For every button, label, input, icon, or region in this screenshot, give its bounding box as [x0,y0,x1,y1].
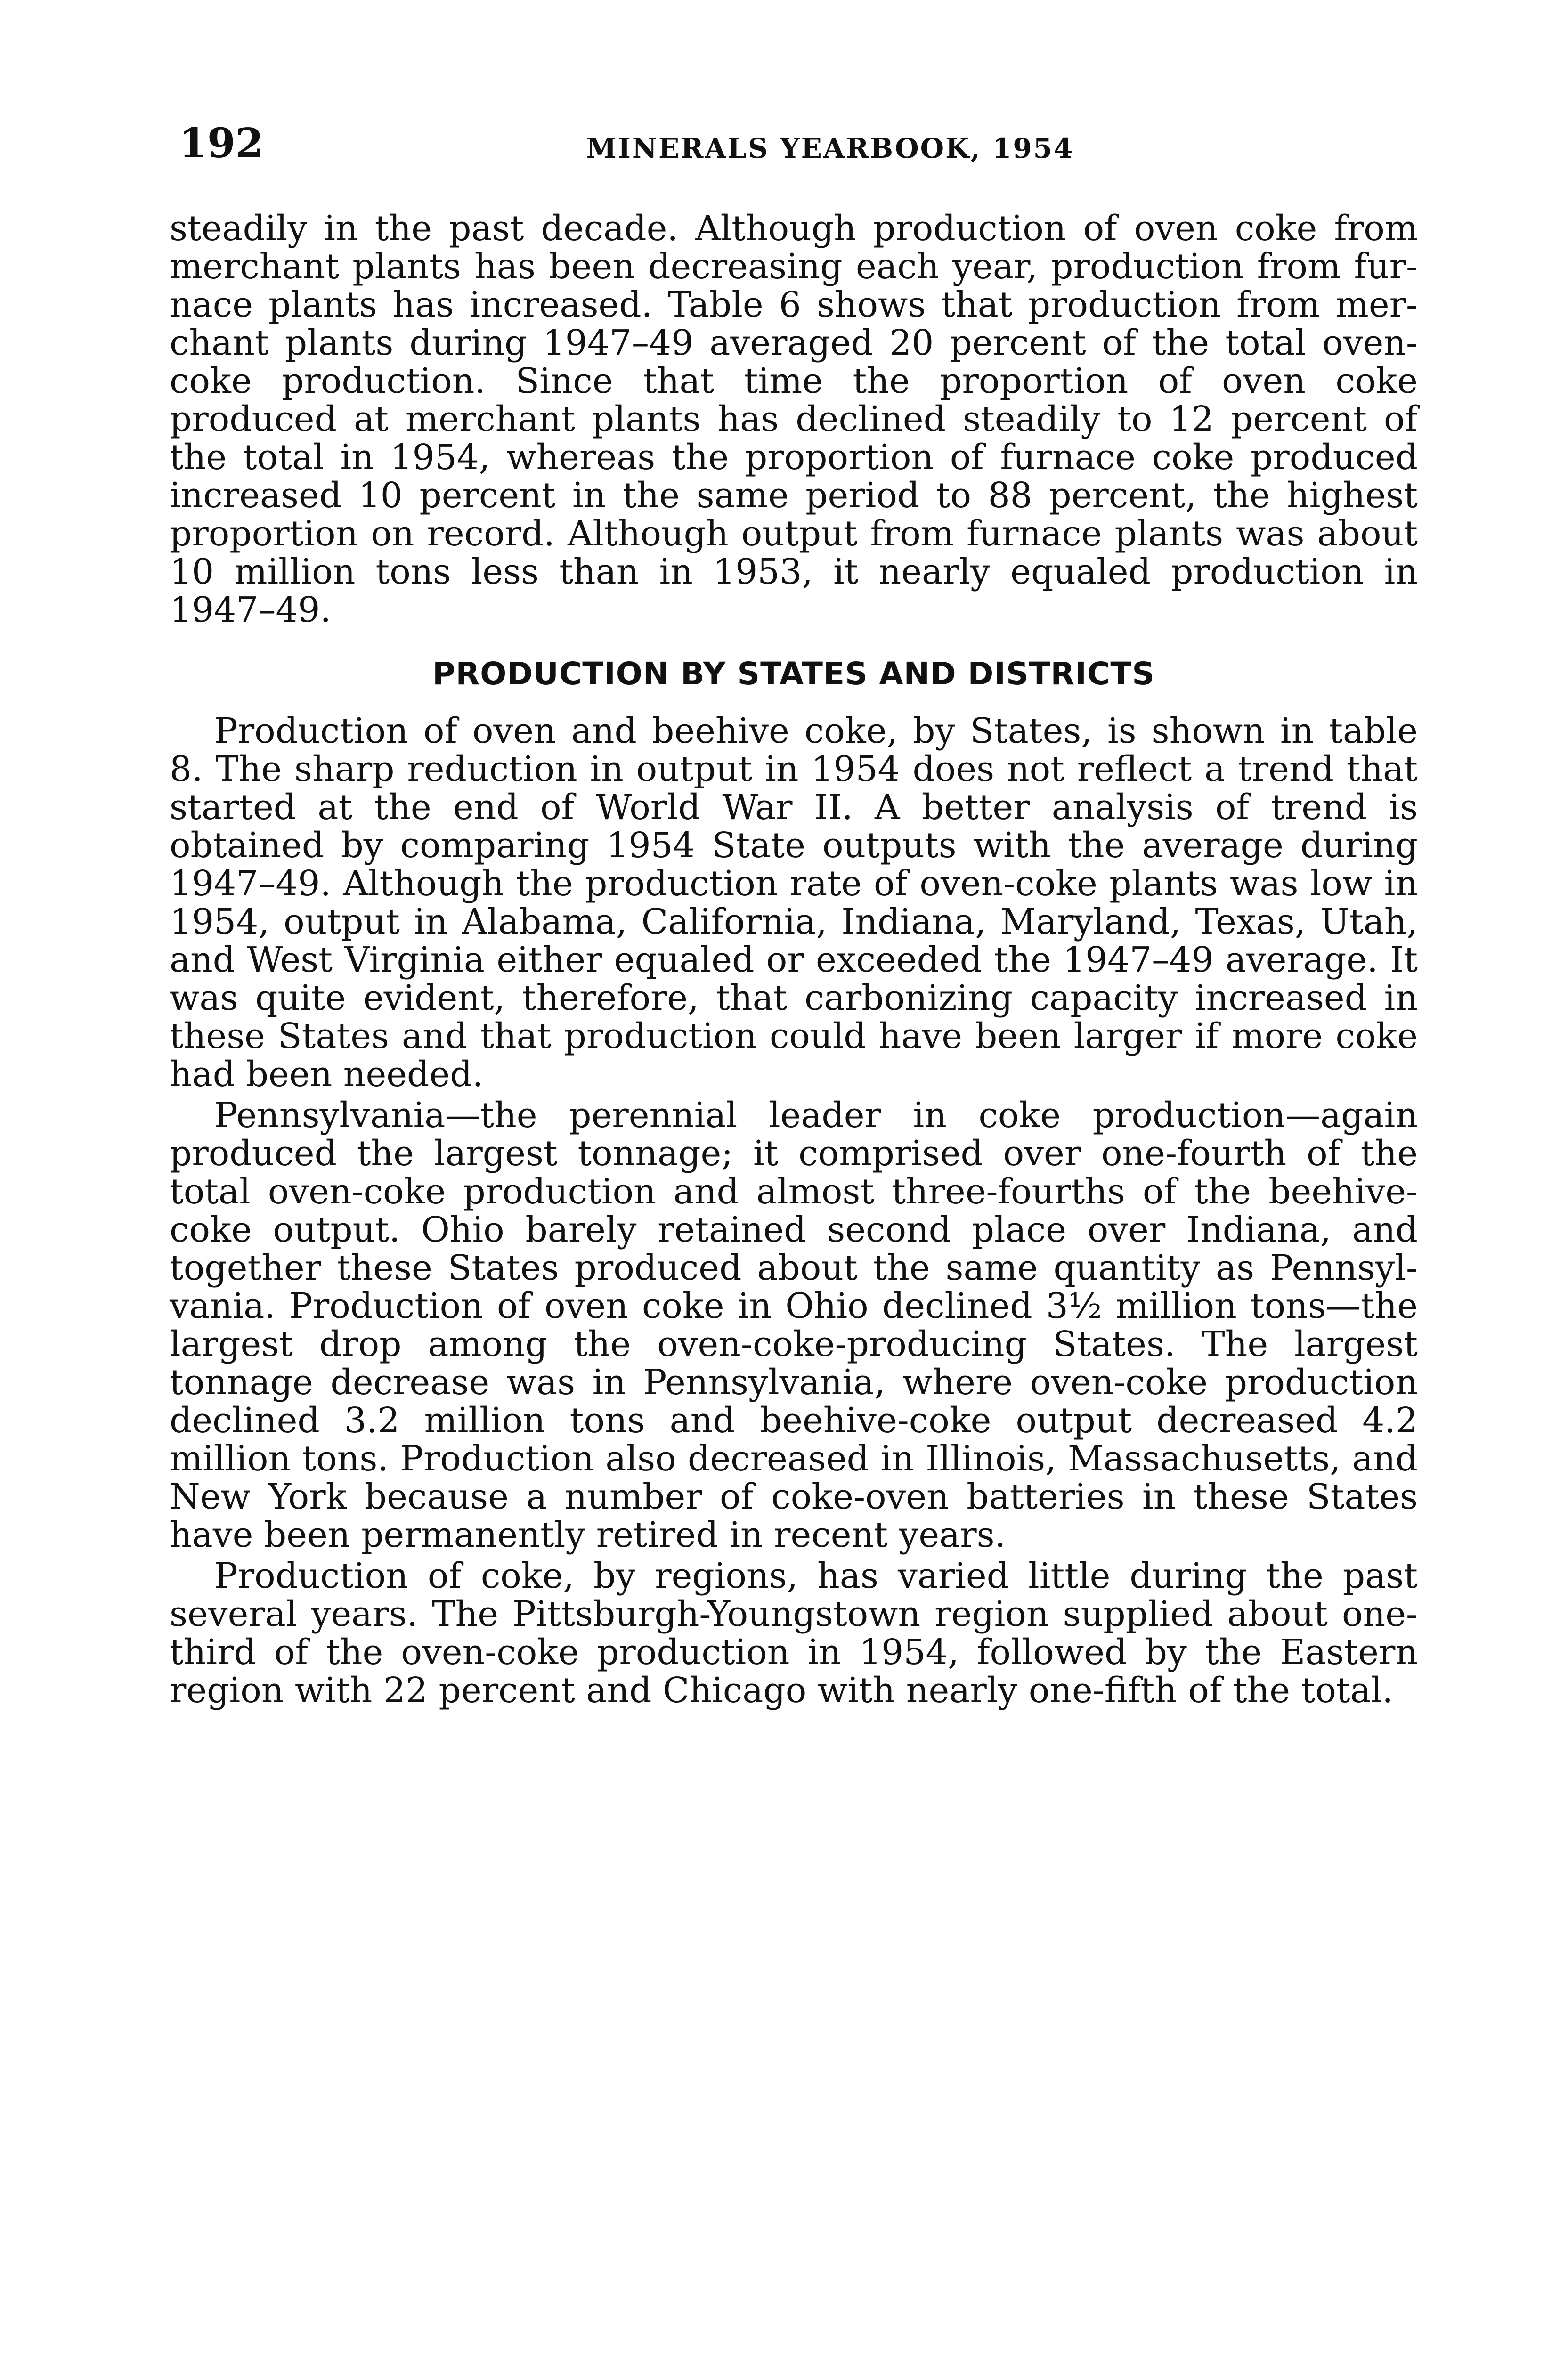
body-text [170,210,1418,1710]
paragraph-pennsylvania: Pennsylvania—the perennial leader in coke production—again produced the largest tonnage; it comprised over one-fourth of the total oven-coke production and almost three-fourths of the beehive-coke output. Ohio barely retained second place over Indiana, and together these States produced about the same quantity as Pennsylvania. Production of oven coke in Ohio declined 3½ million tons—the largest drop among the oven-coke-producing States. The largest tonnage decrease was in Pennsylvania, where oven-coke production declined 3.2 million tons and beehive-coke output decreased 4.2 million tons. Production also decreased in Illinois, Massachusetts, and New York because a number of coke-oven batteries in these States have been permanently retired in recent years. [170,1095,1418,1555]
paragraph-continued: steadily in the past decade. Although production of oven coke from merchant plants has been decreasing each year, production from furnace plants has increased. Table 6 shows that production from merchant plants during 1947–49 averaged 20 percent of the total oven-coke production. Since that time the proportion of oven coke produced at merchant plants has declined steadily to 12 percent of the total in 1954, whereas the proportion of furnace coke produced increased 10 percent in the same period to 88 percent, the highest proportion on record. Although output from furnace plants was about 10 million tons less than in 1953, it nearly equaled production in 1947–49. [170,208,1418,630]
paragraph-state-production: Production of oven and beehive coke, by States, is shown in table 8. The sharp reduction in output in 1954 does not reflect a trend that started at the end of World War II. A better analysis of trend is obtained by comparing 1954 State outputs with the average during 1947–49. Although the production rate of oven-coke plants was low in 1954, output in Alabama, California, Indiana, Maryland, Texas, Utah, and West Virginia either equaled or exceeded the 1947–49 average. It was quite evident, therefore, that carbonizing capacity increased in these States and that production could have been larger if more coke had been needed. [170,711,1418,1095]
section-heading: PRODUCTION BY STATES AND DISTRICTS [432,656,1155,692]
page-number: 192 [179,120,264,167]
page-header [179,118,1425,170]
running-title: MINERALS YEARBOOK, 1954 [586,132,1074,164]
paragraph-regions: Production of coke, by regions, has varied little during the past several years. The Pittsburgh-Youngstown region supplied about one-third of the oven-coke production in 1954, followed by the Eastern region with 22 percent and Chicago with nearly one-fifth of the total. [170,1556,1418,1711]
